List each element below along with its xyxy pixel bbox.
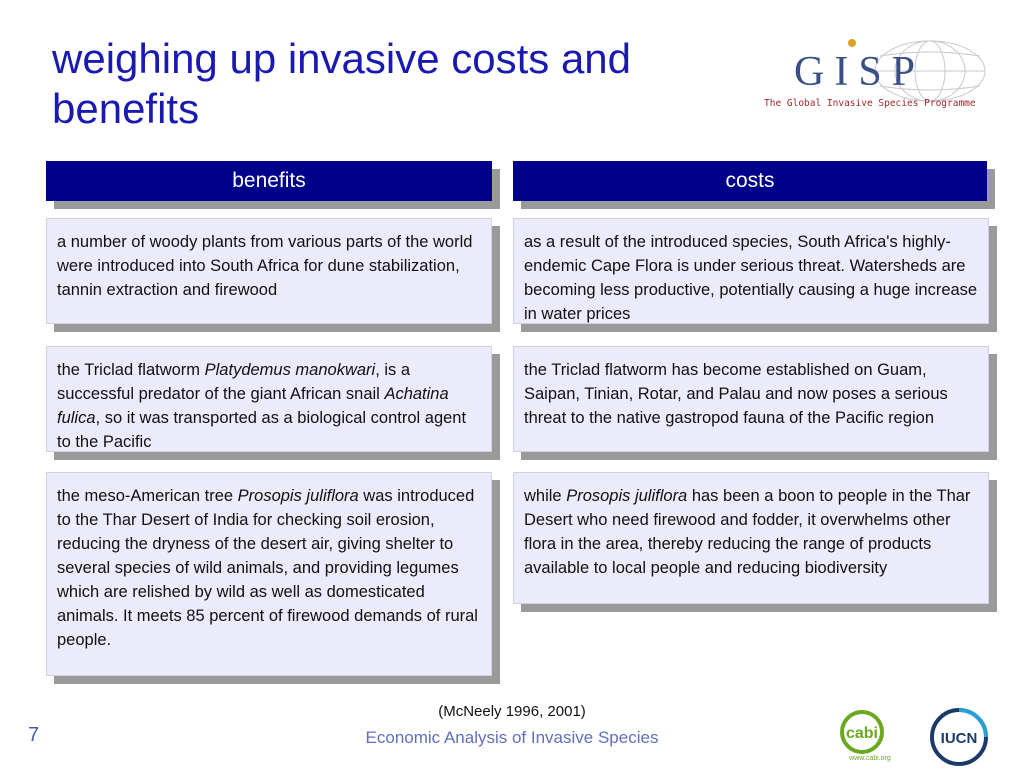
page-number: 7: [28, 724, 40, 746]
species-name: Prosopis juliflora: [566, 487, 688, 505]
cabi-wordmark: cabi: [845, 725, 879, 742]
box-text: the Triclad flatworm: [57, 361, 205, 379]
iucn-wordmark: IUCN: [940, 730, 978, 747]
slide-title: weighing up invasive costs and benefits: [52, 35, 632, 132]
gisp-tagline: The Global Invasive Species Programme: [764, 98, 976, 109]
benefit-box-2: [46, 346, 492, 452]
species-name: Prosopis juliflora: [237, 487, 359, 505]
box-text: , is a successful predator of the giant African snail: [57, 361, 411, 403]
box-text: the Triclad flatworm has become established on Guam, Saipan, Tinian, Rotar, and Palau and now poses a serious threat to the native gastropod fauna of the Pacific region: [524, 361, 948, 427]
benefit-box-3: [46, 472, 492, 676]
species-name: Platydemus manokwari: [204, 361, 376, 379]
benefit-box-1: [46, 218, 492, 324]
box-text: a number of woody plants from various parts of the world were introduced into South Africa for dune stabilization, tannin extraction and firewood: [57, 233, 473, 299]
box-text: the meso-American tree: [57, 487, 238, 505]
cabi-logo: [840, 710, 900, 762]
logo-dot: [847, 38, 857, 48]
footer-text: Economic Analysis of Invasive Species: [365, 728, 659, 747]
benefits-header: benefits: [46, 161, 492, 201]
box-text: as a result of the introduced species, South Africa's highly-endemic Cape Flora is under serious threat. Watersheds are becoming less productive, potentially causing a huge increase in water prices: [524, 233, 978, 323]
cost-box-2: [513, 346, 989, 452]
species-name: Achatina fulica: [57, 385, 449, 427]
box-text: was introduced to the Thar Desert of India for checking soil erosion, reducing the dryness of the desert air, giving shelter to several species of wild animals, and providing legumes which are relished by wild as well as domesticated animals. It meets 85 percent of firewood demands of rural people.: [57, 487, 478, 649]
box-text: while: [524, 487, 567, 505]
costs-header: costs: [513, 161, 987, 201]
box-text: , so it was transported as a biological control agent to the Pacific: [57, 409, 467, 451]
cost-box-1: [513, 218, 989, 324]
box-text: has been a boon to people in the Thar Desert who need firewood and fodder, it overwhelms other flora in the area, thereby reducing the range of products available to local people and reducing biodiversity: [524, 487, 971, 577]
citation: (McNeely 1996, 2001): [438, 703, 586, 720]
cost-box-3: [513, 472, 989, 604]
gisp-logo: [760, 36, 996, 126]
gisp-wordmark: GISP: [794, 49, 926, 95]
cabi-url: www.cabi.org: [849, 755, 891, 762]
iucn-logo: [928, 706, 990, 768]
